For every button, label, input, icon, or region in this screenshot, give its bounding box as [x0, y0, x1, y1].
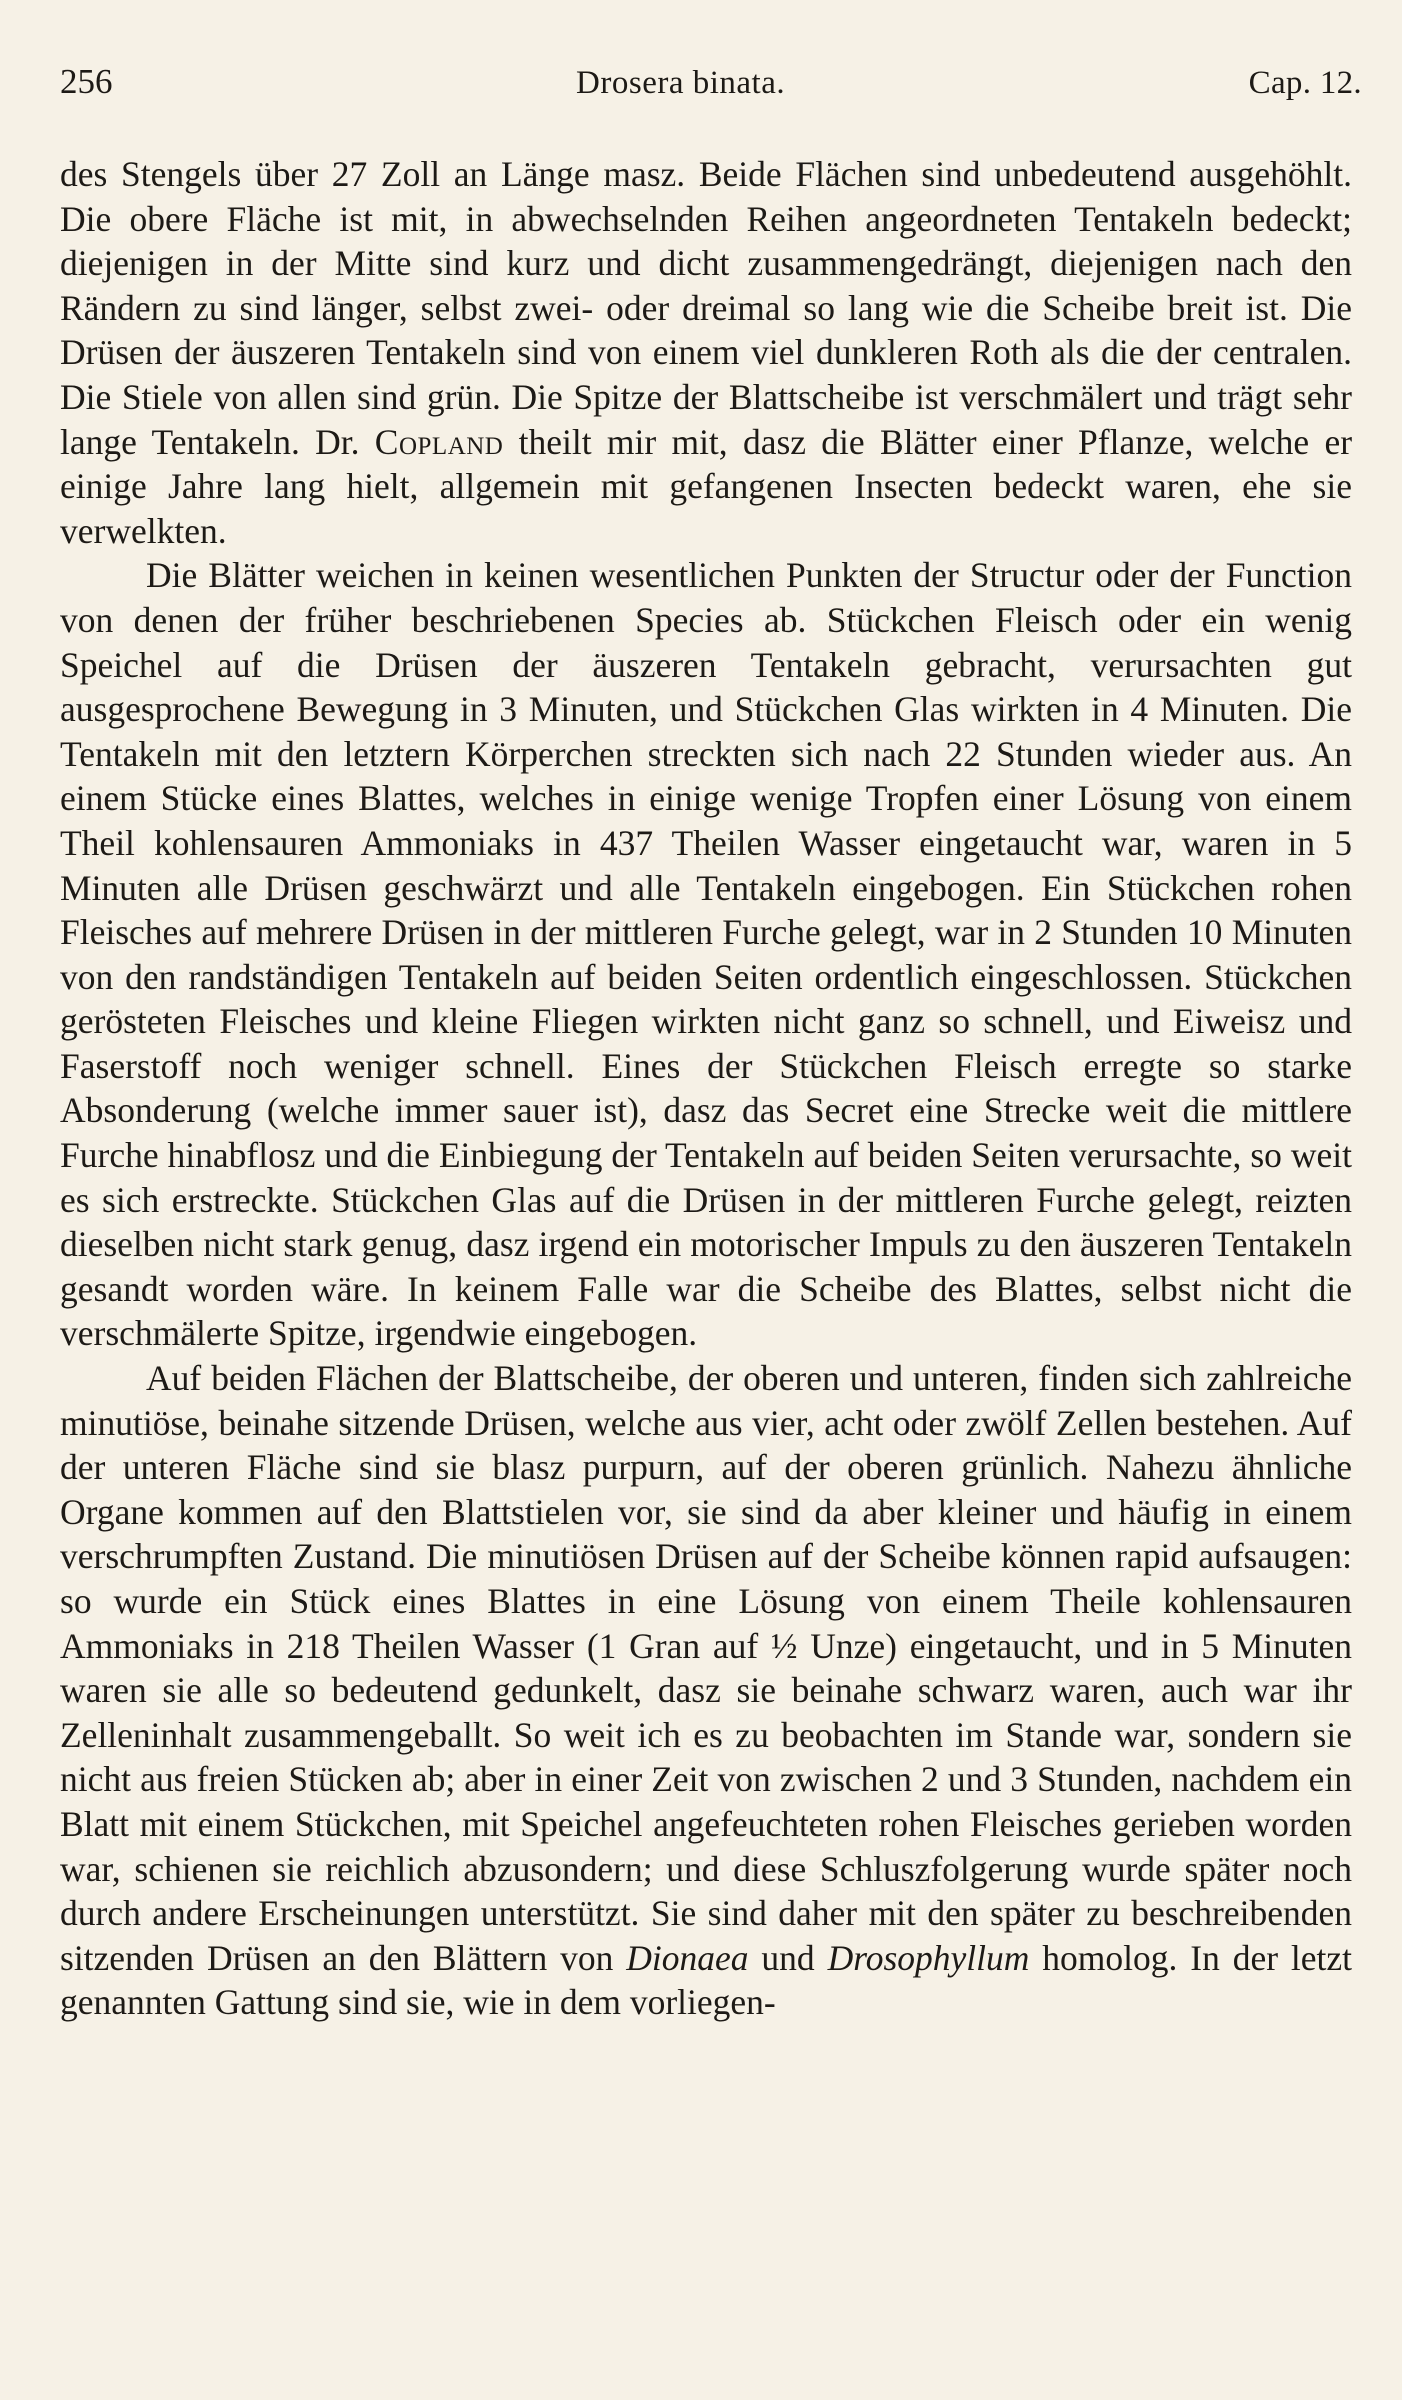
paragraph-3-text-b: Unze) eingetaucht, und in 5 Minuten waren sie alle so bedeutend gedunkelt, dasz sie beinahe schwarz waren, auch war ihr Zelleninhalt zusammengeballt. So weit ich es zu beobachten im Stande war, sondern sie nicht aus freien Stücken ab; aber in einer Zeit von zwischen 2 und 3 Stunden, nachdem ein Blatt mit einem Stückchen, mit Speichel angefeuchteten rohen Fleisches gerieben worden war, schienen sie reichlich abzusondern; und diese Schluszfolgerung wurde später noch durch andere Erscheinungen unterstützt. Sie sind daher mit den später zu beschreibenden sitzenden Drüsen an den Blättern von: [60, 1625, 1353, 1978]
paragraph-2: Die Blätter weichen in keinen wesentlichen Punkten der Structur oder der Function von denen der früher beschriebenen Species ab. Stückchen Fleisch oder ein wenig Speichel auf die Drüsen der äuszeren Tentakeln gebracht, verursachten gut ausgesprochene Bewegung in 3 Minuten, und Stückchen Glas wirkten in 4 Minuten. Die Tentakeln mit den letztern Körperchen streckten sich nach 22 Stunden wieder aus. An einem Stücke eines Blattes, welches in einige wenige Tropfen einer Lösung von einem Theil kohlensauren Ammoniaks in 437 Theilen Wasser eingetaucht war, waren in 5 Minuten alle Drüsen geschwärzt und alle Tentakeln eingebogen. Ein Stückchen rohen Fleisches auf mehrere Drüsen in der mittleren Furche gelegt, war in 2 Stunden 10 Minuten von den randständigen Tentakeln auf beiden Seiten ordentlich eingeschlossen. Stückchen gerösteten Fleisches und kleine Fliegen wirkten nicht ganz so schnell, und Eiweisz und Faserstoff noch weniger schnell. Eines der Stückchen Fleisch erregte so starke Absonderung (welche immer sauer ist), dasz das Secret eine Strecke weit die mittlere Furche hinabflosz und die Einbiegung der Tentakeln auf beiden Seiten verursachte, so weit es sich erstreckte. Stückchen Glas auf die Drüsen in der mittleren Furche gelegt, reizten dieselben nicht stark genug, dasz irgend ein motorischer Impuls zu den äuszeren Tentakeln gesandt worden wäre. In keinem Falle war die Scheibe des Blattes, selbst nicht die verschmälerte Spitze, irgendwie eingebogen.: [60, 555, 1352, 1354]
paragraph-3-text-c: homolog. In der letzt genannten Gattung sind sie, wie in dem vorliegen-: [60, 1937, 1353, 2023]
paragraph-3: [60, 1356, 1352, 2025]
paragraph-3-conjunction: und: [761, 1937, 815, 1978]
paragraph-1-text-a: des Stengels über 27 Zoll an Länge masz. Beide Flächen sind unbedeutend ausgehöhlt. Die obere Fläche ist mit, in abwechselnden Reihen angeordneten Tentakeln bedeckt; diejenigen in der Mitte sind kurz und dicht zusammengedrängt, diejenigen nach den Rändern zu sind länger, selbst zwei- oder dreimal so lang wie die Scheibe breit ist. Die Drüsen der äuszeren Tentakeln sind von einem viel dunkleren Roth als die der centralen. Die Stiele von allen sind grün. Die Spitze der Blattscheibe ist verschmälert und trägt sehr lange Tentakeln. Dr.: [60, 154, 1352, 462]
running-header: [60, 62, 1362, 112]
author-name-copland: Copland: [374, 421, 504, 462]
paragraph-3-text-a: Auf beiden Flächen der Blattscheibe, der oberen und unteren, finden sich zahlreiche minutiöse, beinahe sitzende Drüsen, welche aus vier, acht oder zwölf Zellen bestehen. Auf der unteren Fläche sind sie blasz purpurn, auf der oberen grünlich. Nahezu ähnliche Organe kommen auf den Blattstielen vor, sie sind da aber kleiner und häufig in einem verschrumpften Zustand. Die minutiösen Drüsen auf der Scheibe können rapid aufsaugen: so wurde ein Stück eines Blattes in eine Lösung von einem Theile kohlensauren Ammoniaks in 218 Theilen Wasser (1 Gran auf: [60, 1358, 1352, 1666]
paragraph-1-text-b: theilt mir mit, dasz die Blätter einer Pflanze, welche er einige Jahre lang hielt, allgemein mit gefangenen Insecten bedeckt waren, ehe sie verwelkten.: [60, 421, 1353, 551]
chapter-label: Cap. 12.: [1248, 65, 1362, 101]
genus-drosophyllum: Drosophyllum: [827, 1937, 1030, 1978]
running-title: Drosera binata.: [576, 65, 786, 101]
body-text: [60, 152, 1352, 2025]
paragraph-1: [60, 152, 1352, 553]
genus-dionaea: Dionaea: [626, 1937, 749, 1978]
page-number: 256: [60, 62, 113, 101]
fraction-half: ½: [770, 1625, 798, 1666]
